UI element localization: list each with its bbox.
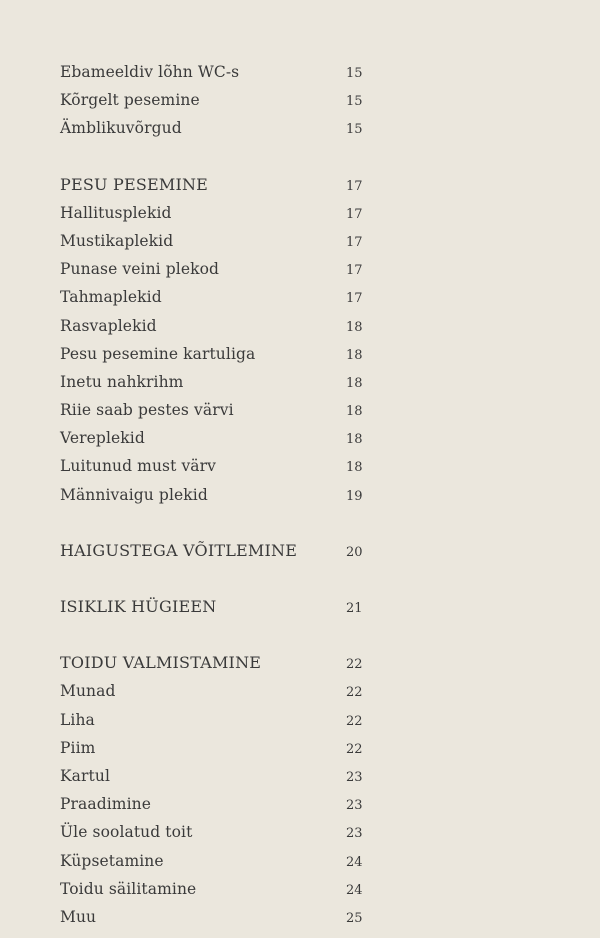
toc-entry [60,312,370,340]
toc-heading-page: 17 [346,178,363,194]
toc-entry-title: Praadimine [60,795,152,814]
toc-entry [60,255,370,283]
toc-entry-page: 25 [346,910,363,926]
toc-heading-title: TOIDU VALMISTAMINE [60,653,262,673]
toc-heading-title: ISIKLIK HÜGIEEN [60,597,217,616]
toc-entry [60,875,370,903]
toc-entry-page: 15 [346,94,363,110]
section-gap [60,565,370,593]
toc-entry-page: 23 [346,769,363,785]
toc-entry-page: 18 [346,319,363,335]
toc-entry-title: Tahmaplekid [60,288,162,307]
toc-entry-page: 17 [346,263,363,279]
toc-section-heading [60,593,370,621]
toc-entry-title: Kartul [60,766,110,785]
toc-entry-page: 24 [346,854,363,870]
toc-section-heading [60,537,370,565]
toc-entry-page: 22 [346,741,363,757]
toc-entry [60,86,370,114]
section-gap [60,143,370,171]
toc-entry-title: Inetu nahkrihm [60,372,184,391]
toc-entry-page: 22 [346,685,363,701]
toc-entry [60,762,370,790]
toc-entry [60,114,370,142]
toc-entry-title: Ämblikuvõrgud [60,119,182,138]
toc-entry [60,452,370,480]
toc-heading-title: PESU PESEMINE [60,174,209,194]
toc-entry-page: 19 [346,488,363,504]
section-gap [60,621,370,649]
toc-section-heading [60,171,370,199]
toc-entry [60,847,370,875]
toc-entry-page: 22 [346,713,363,729]
toc-heading-page: 21 [346,601,363,616]
toc-heading-title: HAIGUSTEGA VÕITLEMINE [60,540,298,560]
toc-entry [60,283,370,311]
toc-entry [60,227,370,255]
toc-entry [60,340,370,368]
toc-entry-page: 18 [346,432,363,448]
toc-entry-title: Üle soolatud toit [60,823,193,842]
toc-entry [60,424,370,452]
toc-entry [60,734,370,762]
toc-entry [60,58,370,86]
toc-entry-title: Riie saab pestes värvi [60,401,234,420]
toc-entry [60,903,370,931]
toc-entry [60,677,370,705]
toc-entry-page: 15 [346,122,363,138]
toc-entry-page: 24 [346,882,363,898]
toc-section-heading [60,649,370,677]
toc-entry-title: Toidu säilitamine [60,879,197,898]
table-of-contents [60,58,370,931]
toc-heading-page: 22 [346,657,363,673]
toc-entry-page: 17 [346,291,363,307]
toc-entry-title: Mustikaplekid [60,231,174,250]
toc-entry [60,481,370,509]
toc-entry-title: Luitunud must värv [60,457,217,476]
toc-entry-title: Kõrgelt pesemine [60,91,200,110]
toc-entry-page: 17 [346,234,363,250]
toc-entry [60,790,370,818]
toc-entry [60,199,370,227]
toc-entry-title: Piim [60,738,96,757]
toc-entry-title: Männivaigu plekid [60,485,208,504]
toc-entry-page: 23 [346,798,363,814]
toc-entry-page: 18 [346,404,363,420]
toc-entry-title: Pesu pesemine kartuliga [60,344,256,363]
toc-entry-page: 18 [346,347,363,363]
toc-entry-page: 15 [346,66,363,81]
toc-entry-page: 17 [346,206,363,222]
toc-entry [60,818,370,846]
toc-entry-title: Liha [60,710,95,729]
toc-entry-page: 18 [346,460,363,476]
toc-entry [60,368,370,396]
toc-entry-title: Vereplekid [60,429,145,448]
toc-entry-title: Küpsetamine [60,851,164,870]
toc-entry-title: Rasvaplekid [60,316,157,335]
toc-entry-page: 18 [346,375,363,391]
toc-heading-page: 20 [346,544,363,560]
toc-entry-title: Hallitusplekid [60,203,172,222]
toc-entry [60,706,370,734]
toc-entry-page: 23 [346,826,363,842]
toc-entry-title: Punase veini plekod [60,260,220,279]
toc-entry-title: Muu [60,907,97,926]
toc-entry-title: Ebameeldiv lõhn WC-s [60,63,240,81]
section-gap [60,509,370,537]
toc-entry [60,396,370,424]
toc-entry-title: Munad [60,682,116,701]
